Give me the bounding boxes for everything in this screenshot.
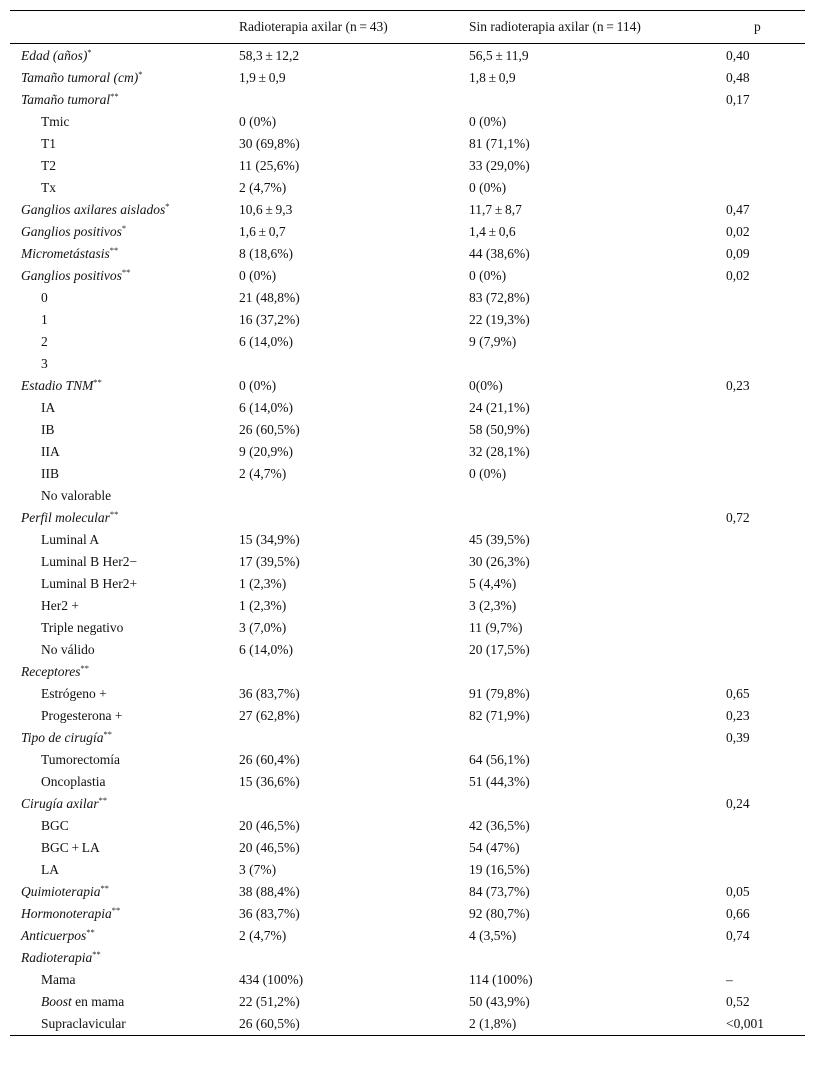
value-sin-axilar: 92 (80,7%) xyxy=(469,906,530,921)
table-row xyxy=(10,859,805,881)
p-value: – xyxy=(726,972,733,987)
table-row xyxy=(10,727,805,749)
value-axilar: 2 (4,7%) xyxy=(239,928,287,943)
value-sin-axilar: 30 (26,3%) xyxy=(469,554,530,569)
row-label-text: LA xyxy=(41,862,59,877)
row-label-text: Mama xyxy=(41,972,76,987)
footnote-marker: ** xyxy=(109,245,119,255)
footnote-marker: ** xyxy=(103,729,113,739)
table-row xyxy=(10,617,805,639)
row-label xyxy=(21,661,89,683)
value-axilar: 434 (100%) xyxy=(239,972,304,987)
value-sin-axilar: 0 (0%) xyxy=(469,466,507,481)
value-axilar: 0 (0%) xyxy=(239,114,277,129)
table-row xyxy=(10,529,805,551)
value-sin-axilar: 58 (50,9%) xyxy=(469,422,530,437)
row-sublabel xyxy=(41,309,48,331)
row-label-text: Tmic xyxy=(41,114,70,129)
row-label-text: IB xyxy=(41,422,55,437)
value-sin-axilar: 84 (73,7%) xyxy=(469,884,530,899)
table-row xyxy=(10,397,805,419)
value-axilar: 26 (60,4%) xyxy=(239,752,300,767)
value-sin-axilar: 82 (71,9%) xyxy=(469,708,530,723)
row-sublabel xyxy=(41,749,120,771)
row-label xyxy=(21,67,143,89)
value-sin-axilar: 33 (29,0%) xyxy=(469,158,530,173)
table-row xyxy=(10,815,805,837)
row-label xyxy=(21,903,120,925)
value-sin-axilar: 44 (38,6%) xyxy=(469,246,530,261)
row-sublabel xyxy=(41,177,56,199)
row-label-text: Hormonoterapia xyxy=(21,906,112,921)
row-label-text: Edad (años) xyxy=(21,48,88,63)
row-label-text: Tumorectomía xyxy=(41,752,120,767)
value-sin-axilar: 114 (100%) xyxy=(469,972,533,987)
table-row xyxy=(10,287,805,309)
value-axilar: 6 (14,0%) xyxy=(239,642,293,657)
table-row xyxy=(10,749,805,771)
value-sin-axilar: 22 (19,3%) xyxy=(469,312,530,327)
value-sin-axilar: 1,4 ± 0,6 xyxy=(469,224,516,239)
value-axilar: 2 (4,7%) xyxy=(239,466,287,481)
table-row xyxy=(10,1013,805,1035)
value-sin-axilar: 0 (0%) xyxy=(469,114,507,129)
footnote-marker: ** xyxy=(86,927,95,937)
value-axilar: 26 (60,5%) xyxy=(239,422,300,437)
row-label xyxy=(21,727,112,749)
data-table xyxy=(10,10,805,1036)
header-p-value: p xyxy=(754,19,761,34)
row-sublabel xyxy=(41,683,107,705)
row-sublabel xyxy=(41,485,111,507)
table-body xyxy=(10,44,805,1035)
value-sin-axilar: 4 (3,5%) xyxy=(469,928,517,943)
row-label-text: Her2 + xyxy=(41,598,79,613)
table-row xyxy=(10,353,805,375)
p-value: 0,52 xyxy=(726,994,750,1009)
row-sublabel xyxy=(41,463,59,485)
p-value: 0,65 xyxy=(726,686,750,701)
p-value: 0,05 xyxy=(726,884,750,899)
value-axilar: 38 (88,4%) xyxy=(239,884,300,899)
row-sublabel xyxy=(41,639,95,661)
row-label xyxy=(21,507,118,529)
table-row xyxy=(10,661,805,683)
footnote-marker: ** xyxy=(121,267,131,277)
row-label-text: Tamaño tumoral xyxy=(21,92,111,107)
value-axilar: 16 (37,2%) xyxy=(239,312,300,327)
row-sublabel xyxy=(41,617,123,639)
p-value: 0,48 xyxy=(726,70,750,85)
row-label-text: Luminal A xyxy=(41,532,100,547)
row-label xyxy=(21,881,109,903)
p-value: 0,72 xyxy=(726,510,750,525)
row-label xyxy=(21,243,118,265)
table-row xyxy=(10,903,805,925)
table-row xyxy=(10,89,805,111)
p-value: 0,17 xyxy=(726,92,750,107)
row-label xyxy=(21,45,92,67)
p-value: 0,47 xyxy=(726,202,750,217)
table-row xyxy=(10,133,805,155)
row-sublabel xyxy=(41,111,70,133)
row-sublabel xyxy=(41,331,48,353)
row-sublabel xyxy=(41,705,122,727)
row-label xyxy=(21,265,130,287)
table-row xyxy=(10,573,805,595)
value-axilar: 22 (51,2%) xyxy=(239,994,300,1009)
footnote-marker: ** xyxy=(92,949,101,959)
table-row xyxy=(10,947,805,969)
row-sublabel xyxy=(41,573,137,595)
row-label-text: Estadio TNM xyxy=(21,378,94,393)
row-label-text: Ganglios positivos xyxy=(21,224,122,239)
value-axilar: 9 (20,9%) xyxy=(239,444,293,459)
table-row xyxy=(10,639,805,661)
row-label-text: Receptores xyxy=(21,664,81,679)
footnote-marker: ** xyxy=(109,509,119,519)
p-value: 0,39 xyxy=(726,730,750,745)
row-sublabel xyxy=(41,353,48,375)
footnote-marker: ** xyxy=(100,883,109,893)
footnote-marker: * xyxy=(87,47,92,57)
value-sin-axilar: 45 (39,5%) xyxy=(469,532,530,547)
row-label-text: Quimioterapia xyxy=(21,884,101,899)
value-axilar: 6 (14,0%) xyxy=(239,400,293,415)
row-label-text: 1 xyxy=(41,312,48,327)
value-sin-axilar: 91 (79,8%) xyxy=(469,686,530,701)
value-sin-axilar: 2 (1,8%) xyxy=(469,1016,517,1031)
p-value: 0,74 xyxy=(726,928,750,943)
row-label-text: Luminal B Her2− xyxy=(41,554,138,569)
value-sin-axilar: 32 (28,1%) xyxy=(469,444,530,459)
row-label xyxy=(21,793,107,815)
table-row xyxy=(10,771,805,793)
row-label-text: en mama xyxy=(75,994,125,1009)
row-label-text: BGC xyxy=(41,818,69,833)
row-label-text: 0 xyxy=(41,290,48,305)
table-row xyxy=(10,155,805,177)
table-header-row xyxy=(10,11,805,43)
value-axilar: 27 (62,8%) xyxy=(239,708,300,723)
value-axilar: 58,3 ± 12,2 xyxy=(239,48,300,63)
row-label-text: Estrógeno + xyxy=(41,686,107,701)
table-row xyxy=(10,419,805,441)
row-label-text: 3 xyxy=(41,356,48,371)
table-row xyxy=(10,463,805,485)
value-sin-axilar: 20 (17,5%) xyxy=(469,642,530,657)
row-label-prefix: Boost xyxy=(41,994,72,1009)
row-label-text: BGC + LA xyxy=(41,840,100,855)
value-sin-axilar: 56,5 ± 11,9 xyxy=(469,48,529,63)
value-sin-axilar: 54 (47%) xyxy=(469,840,520,855)
row-label-text: Tx xyxy=(41,180,56,195)
value-axilar: 2 (4,7%) xyxy=(239,180,287,195)
value-sin-axilar: 3 (2,3%) xyxy=(469,598,517,613)
value-axilar: 1 (2,3%) xyxy=(239,598,287,613)
value-axilar: 20 (46,5%) xyxy=(239,840,300,855)
header-axilar: Radioterapia axilar (n = 43) xyxy=(239,19,388,34)
footnote-marker: ** xyxy=(111,905,121,915)
row-sublabel xyxy=(41,815,69,837)
footnote-marker: ** xyxy=(80,663,89,673)
row-label-text: IIB xyxy=(41,466,59,481)
table-row xyxy=(10,199,805,221)
row-label-text: IIA xyxy=(41,444,60,459)
value-sin-axilar: 81 (71,1%) xyxy=(469,136,530,151)
p-value: 0,09 xyxy=(726,246,750,261)
value-sin-axilar: 5 (4,4%) xyxy=(469,576,517,591)
table-row xyxy=(10,265,805,287)
value-axilar: 36 (83,7%) xyxy=(239,686,300,701)
value-sin-axilar: 11 (9,7%) xyxy=(469,620,523,635)
row-sublabel xyxy=(41,837,100,859)
table-row xyxy=(10,331,805,353)
p-value: 0,24 xyxy=(726,796,750,811)
value-sin-axilar: 50 (43,9%) xyxy=(469,994,530,1009)
header-sin-axilar: Sin radioterapia axilar (n = 114) xyxy=(469,19,641,34)
row-label-text: Ganglios positivos xyxy=(21,268,122,283)
value-axilar: 15 (36,6%) xyxy=(239,774,300,789)
value-axilar: 3 (7%) xyxy=(239,862,277,877)
value-axilar: 1,6 ± 0,7 xyxy=(239,224,286,239)
row-sublabel xyxy=(41,859,59,881)
value-sin-axilar: 9 (7,9%) xyxy=(469,334,517,349)
row-label-text: 2 xyxy=(41,334,48,349)
row-label-text: Oncoplastia xyxy=(41,774,106,789)
footnote-marker: ** xyxy=(93,377,102,387)
row-label-text: Anticuerpos xyxy=(21,928,87,943)
footnote-marker: * xyxy=(121,223,127,233)
p-value: 0,02 xyxy=(726,268,750,283)
table-row xyxy=(10,837,805,859)
value-sin-axilar: 24 (21,1%) xyxy=(469,400,530,415)
row-label-text: Radioterapia xyxy=(21,950,93,965)
footnote-marker: * xyxy=(138,69,143,79)
value-axilar: 1 (2,3%) xyxy=(239,576,287,591)
row-label xyxy=(21,925,95,947)
row-sublabel xyxy=(41,551,137,573)
p-value: <0,001 xyxy=(726,1016,764,1031)
row-sublabel xyxy=(41,771,105,793)
value-sin-axilar: 0(0%) xyxy=(469,378,503,393)
value-sin-axilar: 0 (0%) xyxy=(469,180,507,195)
row-sublabel xyxy=(41,133,56,155)
table-row xyxy=(10,705,805,727)
value-sin-axilar: 64 (56,1%) xyxy=(469,752,530,767)
value-sin-axilar: 83 (72,8%) xyxy=(469,290,530,305)
footnote-marker: * xyxy=(165,201,170,211)
row-label xyxy=(21,375,102,397)
value-axilar: 3 (7,0%) xyxy=(239,620,287,635)
value-sin-axilar: 42 (36,5%) xyxy=(469,818,530,833)
row-label-text: No válido xyxy=(41,642,95,657)
table-row xyxy=(10,177,805,199)
table-row xyxy=(10,551,805,573)
footnote-marker: ** xyxy=(98,795,108,805)
row-label xyxy=(21,221,126,243)
row-label-text: Micrometástasis xyxy=(21,246,110,261)
value-axilar: 11 (25,6%) xyxy=(239,158,300,173)
table-row xyxy=(10,507,805,529)
row-label-text: No valorable xyxy=(41,488,112,503)
row-label-text: Triple negativo xyxy=(41,620,124,635)
row-label-text: Supraclavicular xyxy=(41,1016,126,1031)
row-sublabel xyxy=(41,991,124,1013)
row-label xyxy=(21,947,101,969)
footnote-marker: ** xyxy=(110,91,119,101)
row-label-text: T2 xyxy=(41,158,56,173)
row-label-text: Cirugía axilar xyxy=(21,796,99,811)
table-row xyxy=(10,991,805,1013)
row-sublabel xyxy=(41,529,99,551)
value-axilar: 30 (69,8%) xyxy=(239,136,300,151)
table-row xyxy=(10,111,805,133)
table-row xyxy=(10,243,805,265)
row-label xyxy=(21,89,119,111)
row-sublabel xyxy=(41,397,55,419)
value-sin-axilar: 11,7 ± 8,7 xyxy=(469,202,522,217)
table-row xyxy=(10,309,805,331)
row-label-text: Tamaño tumoral (cm) xyxy=(21,70,139,85)
table-row xyxy=(10,969,805,991)
value-axilar: 15 (34,9%) xyxy=(239,532,300,547)
table-row xyxy=(10,375,805,397)
p-value: 0,23 xyxy=(726,708,750,723)
value-sin-axilar: 0 (0%) xyxy=(469,268,507,283)
table-row xyxy=(10,441,805,463)
value-sin-axilar: 51 (44,3%) xyxy=(469,774,530,789)
row-label xyxy=(21,199,170,221)
table-bottom-rule xyxy=(10,1035,805,1036)
value-sin-axilar: 19 (16,5%) xyxy=(469,862,530,877)
row-sublabel xyxy=(41,441,60,463)
row-label-text: Ganglios axilares aislados xyxy=(21,202,166,217)
table-row xyxy=(10,45,805,67)
row-label-text: IA xyxy=(41,400,56,415)
row-sublabel xyxy=(41,419,55,441)
row-sublabel xyxy=(41,155,56,177)
row-sublabel xyxy=(41,969,76,991)
value-axilar: 26 (60,5%) xyxy=(239,1016,300,1031)
table-row xyxy=(10,793,805,815)
value-axilar: 8 (18,6%) xyxy=(239,246,293,261)
table-row xyxy=(10,595,805,617)
row-label-text: Progesterona + xyxy=(41,708,123,723)
row-label-text: Perfil molecular xyxy=(21,510,110,525)
value-axilar: 20 (46,5%) xyxy=(239,818,300,833)
value-sin-axilar: 1,8 ± 0,9 xyxy=(469,70,516,85)
p-value: 0,40 xyxy=(726,48,750,63)
value-axilar: 36 (83,7%) xyxy=(239,906,300,921)
value-axilar: 21 (48,8%) xyxy=(239,290,300,305)
table-row xyxy=(10,925,805,947)
row-label-text: Tipo de cirugía xyxy=(21,730,104,745)
row-label-text: T1 xyxy=(41,136,56,151)
table-row xyxy=(10,67,805,89)
p-value: 0,23 xyxy=(726,378,750,393)
value-axilar: 0 (0%) xyxy=(239,268,277,283)
row-sublabel xyxy=(41,595,79,617)
value-axilar: 6 (14,0%) xyxy=(239,334,293,349)
table-row xyxy=(10,683,805,705)
value-axilar: 1,9 ± 0,9 xyxy=(239,70,286,85)
p-value: 0,02 xyxy=(726,224,750,239)
table-row xyxy=(10,485,805,507)
row-sublabel xyxy=(41,287,48,309)
p-value: 0,66 xyxy=(726,906,750,921)
row-label-text: Luminal B Her2+ xyxy=(41,576,138,591)
value-axilar: 10,6 ± 9,3 xyxy=(239,202,293,217)
row-sublabel xyxy=(41,1013,126,1035)
value-axilar: 0 (0%) xyxy=(239,378,277,393)
value-axilar: 17 (39,5%) xyxy=(239,554,300,569)
table-row xyxy=(10,881,805,903)
table-row xyxy=(10,221,805,243)
